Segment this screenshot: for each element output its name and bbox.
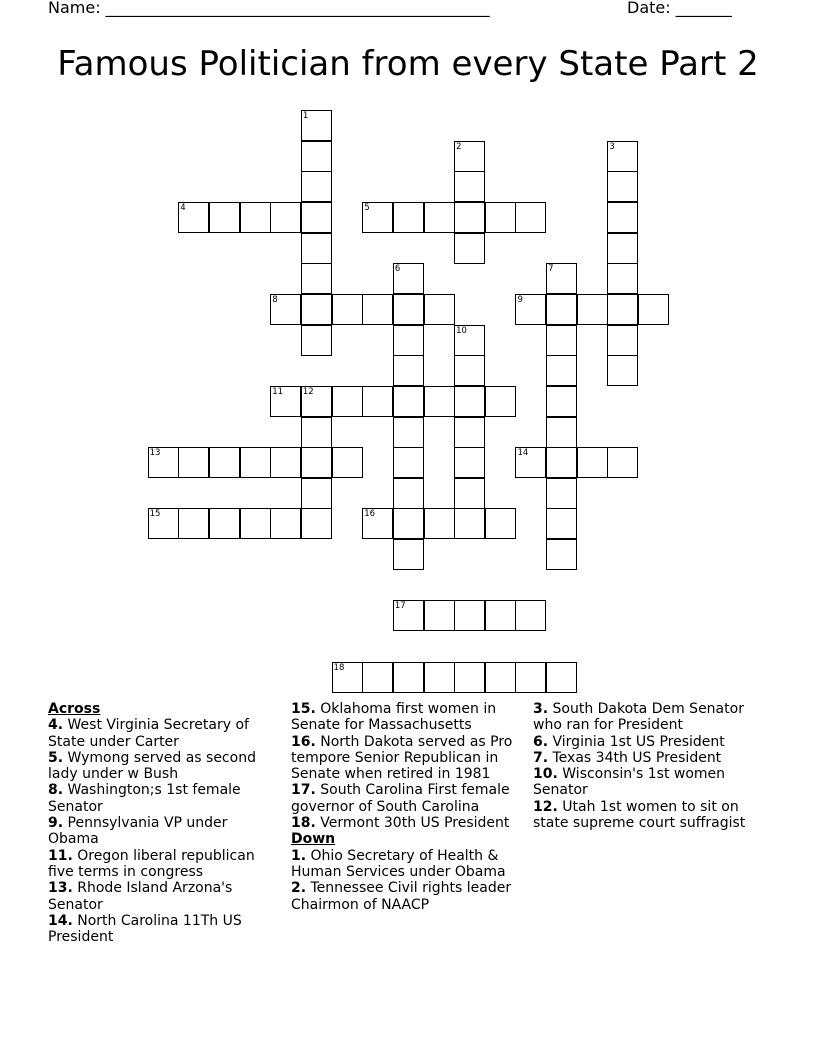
- clue-number: 7: [548, 264, 554, 275]
- crossword-cell[interactable]: [546, 386, 577, 417]
- clue-number: 6: [394, 264, 401, 275]
- clue-number: 5: [364, 202, 370, 213]
- clue-down-3: 3. South Dakota Dem Senator who ran for President: [533, 701, 744, 734]
- crossword-cell[interactable]: [240, 447, 271, 478]
- crossword-cell[interactable]: [301, 202, 332, 233]
- crossword-cell[interactable]: [301, 325, 332, 356]
- crossword-cell[interactable]: [485, 662, 516, 693]
- clue-number: 11: [272, 386, 284, 397]
- puzzle-title: Famous Politician from every State Part 2: [57, 44, 759, 84]
- crossword-cell[interactable]: [607, 202, 638, 233]
- clue-number: 17: [394, 601, 406, 612]
- crossword-cell[interactable]: [393, 202, 424, 233]
- clue-number: 12: [302, 386, 314, 397]
- clue-number: 3: [609, 141, 615, 152]
- crossword-cell[interactable]: [546, 417, 577, 448]
- crossword-cell[interactable]: [301, 478, 332, 509]
- crossword-cell[interactable]: [209, 202, 240, 233]
- crossword-cell[interactable]: [393, 325, 424, 356]
- crossword-cell[interactable]: [178, 508, 209, 539]
- crossword-cell[interactable]: [301, 263, 332, 294]
- crossword-cell[interactable]: [362, 294, 393, 325]
- crossword-cell[interactable]: [301, 508, 332, 539]
- clue-number: 2: [456, 141, 462, 152]
- crossword-cell[interactable]: [454, 233, 485, 264]
- crossword-cell[interactable]: [301, 386, 332, 417]
- crossword-cell[interactable]: [393, 263, 424, 294]
- crossword-cell[interactable]: [546, 662, 577, 693]
- clue-number: 8: [272, 294, 278, 305]
- crossword-cell[interactable]: [638, 294, 669, 325]
- crossword-cell[interactable]: [607, 171, 638, 202]
- crossword-cell[interactable]: [393, 386, 424, 417]
- clue-across-13: 13. Rhode Island Arzona's Senator: [48, 880, 233, 913]
- clue-number: 10: [456, 325, 467, 336]
- crossword-cell[interactable]: [546, 539, 577, 570]
- clue-number: 15: [149, 509, 161, 520]
- clue-column-1: [48, 701, 273, 945]
- crossword-cell[interactable]: [393, 508, 424, 539]
- down-heading: Down: [291, 831, 336, 848]
- crossword-cell[interactable]: [546, 325, 577, 356]
- crossword-cell[interactable]: [454, 447, 485, 478]
- clue-down-1: 1. Ohio Secretary of Health & Human Services under Obama: [291, 847, 506, 880]
- crossword-cell[interactable]: [270, 508, 301, 539]
- crossword-cell[interactable]: [178, 202, 209, 233]
- name-field: Name: ________________________________________________: [48, 0, 490, 17]
- clue-across-5: 5. Wymong served as second lady under w Bush: [48, 749, 256, 783]
- crossword-cell[interactable]: [270, 386, 301, 417]
- crossword-cell[interactable]: [454, 202, 485, 233]
- crossword-cell[interactable]: [393, 600, 424, 631]
- clue-down-10: 10. Wisconsin's 1st women Senator: [533, 766, 726, 799]
- clue-across-18: 18. Vermont 30th US President: [291, 815, 510, 832]
- clue-across-17: 17. South Carolina First female governor of South Carolina: [291, 782, 510, 815]
- crossword-cell[interactable]: [515, 294, 546, 325]
- crossword-cell[interactable]: [332, 447, 363, 478]
- crossword-cell[interactable]: [577, 447, 608, 478]
- crossword-cell[interactable]: [454, 508, 485, 539]
- crossword-cell[interactable]: [454, 171, 485, 202]
- crossword-cell[interactable]: [546, 263, 577, 294]
- crossword-cell[interactable]: [362, 508, 393, 539]
- crossword-cell[interactable]: [515, 447, 546, 478]
- crossword-cell[interactable]: [301, 417, 332, 448]
- crossword-cell[interactable]: [485, 202, 516, 233]
- clue-down-6: 6. Virginia 1st US President: [533, 733, 725, 750]
- crossword-cell[interactable]: [209, 447, 240, 478]
- crossword-cell[interactable]: [332, 662, 363, 693]
- crossword-cell[interactable]: [607, 447, 638, 478]
- crossword-cell[interactable]: [607, 294, 638, 325]
- clue-number: 4: [180, 202, 186, 213]
- clue-across-8: 8. Washington;s 1st female Senator: [48, 782, 241, 815]
- crossword-cell[interactable]: [607, 355, 638, 386]
- crossword-cell[interactable]: [485, 508, 516, 539]
- clue-across-4: 4. West Virginia Secretary of State under Carter: [48, 717, 249, 750]
- crossword-cell[interactable]: [424, 508, 455, 539]
- crossword-cell[interactable]: [393, 539, 424, 570]
- clue-number: 14: [517, 448, 529, 459]
- crossword-cell[interactable]: [270, 447, 301, 478]
- crossword-cell[interactable]: [332, 386, 363, 417]
- crossword-cell[interactable]: [546, 478, 577, 509]
- crossword-cell[interactable]: [607, 325, 638, 356]
- clue-number: 18: [333, 662, 345, 673]
- crossword-cell[interactable]: [546, 294, 577, 325]
- crossword-cell[interactable]: [393, 417, 424, 448]
- date-field: Date: _______: [627, 0, 732, 17]
- crossword-cell[interactable]: [332, 294, 363, 325]
- crossword-cell[interactable]: [393, 447, 424, 478]
- crossword-cell[interactable]: [424, 600, 455, 631]
- crossword-cell[interactable]: [454, 141, 485, 172]
- across-heading: Across: [48, 701, 101, 717]
- crossword-cell[interactable]: [454, 386, 485, 417]
- crossword-cell[interactable]: [270, 294, 301, 325]
- crossword-cell[interactable]: [607, 141, 638, 172]
- crossword-cell[interactable]: [515, 600, 546, 631]
- crossword-cell[interactable]: [301, 447, 332, 478]
- clue-down-2: 2. Tennessee Civil rights leader Chairmon of NAACP: [291, 880, 512, 913]
- crossword-cell[interactable]: [454, 325, 485, 356]
- crossword-cell[interactable]: [301, 171, 332, 202]
- clue-column-3: [533, 701, 765, 831]
- clue-across-16: 16. North Dakota served as Pro tempore Senior Republican in Senate when retired in 1981: [291, 733, 513, 783]
- clue-column-2: [291, 701, 524, 913]
- crossword-cell[interactable]: [301, 110, 332, 141]
- crossword-cell[interactable]: [270, 202, 301, 233]
- crossword-cell[interactable]: [546, 355, 577, 386]
- crossword-cell[interactable]: [301, 294, 332, 325]
- crossword-cell[interactable]: [148, 508, 179, 539]
- crossword-cell[interactable]: [362, 662, 393, 693]
- crossword-cell[interactable]: [424, 662, 455, 693]
- crossword-cell[interactable]: [515, 202, 546, 233]
- crossword-cell[interactable]: [178, 447, 209, 478]
- crossword-cell[interactable]: [546, 508, 577, 539]
- crossword-cell[interactable]: [454, 417, 485, 448]
- clue-across-14: 14. North Carolina 11Th US President: [48, 912, 242, 946]
- crossword-cell[interactable]: [424, 294, 455, 325]
- clue-number: 9: [517, 294, 523, 305]
- crossword-cell[interactable]: [240, 202, 271, 233]
- crossword-cell[interactable]: [577, 294, 608, 325]
- clue-number: 1: [302, 111, 309, 121]
- crossword-cell[interactable]: [393, 355, 424, 386]
- crossword-cell[interactable]: [515, 662, 546, 693]
- crossword-cell[interactable]: [362, 202, 393, 233]
- crossword-cell[interactable]: [148, 447, 179, 478]
- crossword-cell[interactable]: [393, 478, 424, 509]
- crossword-cell[interactable]: [546, 447, 577, 478]
- crossword-cell[interactable]: [454, 662, 485, 693]
- crossword-cell[interactable]: [301, 141, 332, 172]
- crossword-cell[interactable]: [454, 600, 485, 631]
- crossword-cell[interactable]: [607, 233, 638, 264]
- clue-across-11: 11. Oregon liberal republican five terms in congress: [48, 847, 255, 880]
- crossword-cell[interactable]: [424, 386, 455, 417]
- crossword-cell[interactable]: [454, 478, 485, 509]
- crossword-cell[interactable]: [209, 508, 240, 539]
- clue-across-15: 15. Oklahoma first women in Senate for Massachusetts: [291, 701, 497, 734]
- crossword-cell[interactable]: [393, 294, 424, 325]
- clue-number: 16: [364, 509, 376, 520]
- crossword-cell[interactable]: [301, 233, 332, 264]
- crossword-cell[interactable]: [362, 386, 393, 417]
- clue-down-7: 7. Texas 34th US President: [533, 749, 722, 766]
- clue-down-12: 12. Utah 1st women to sit on state supreme court suffragist: [533, 798, 746, 832]
- crossword-cell[interactable]: [393, 662, 424, 693]
- crossword-cell[interactable]: [485, 600, 516, 631]
- clue-across-9: 9. Pennsylvania VP under Obama: [48, 815, 228, 848]
- crossword-cell[interactable]: [454, 355, 485, 386]
- crossword-cell[interactable]: [607, 263, 638, 294]
- crossword-cell[interactable]: [424, 202, 455, 233]
- crossword-cell[interactable]: [485, 386, 516, 417]
- clue-number: 13: [149, 448, 161, 459]
- crossword-cell[interactable]: [240, 508, 271, 539]
